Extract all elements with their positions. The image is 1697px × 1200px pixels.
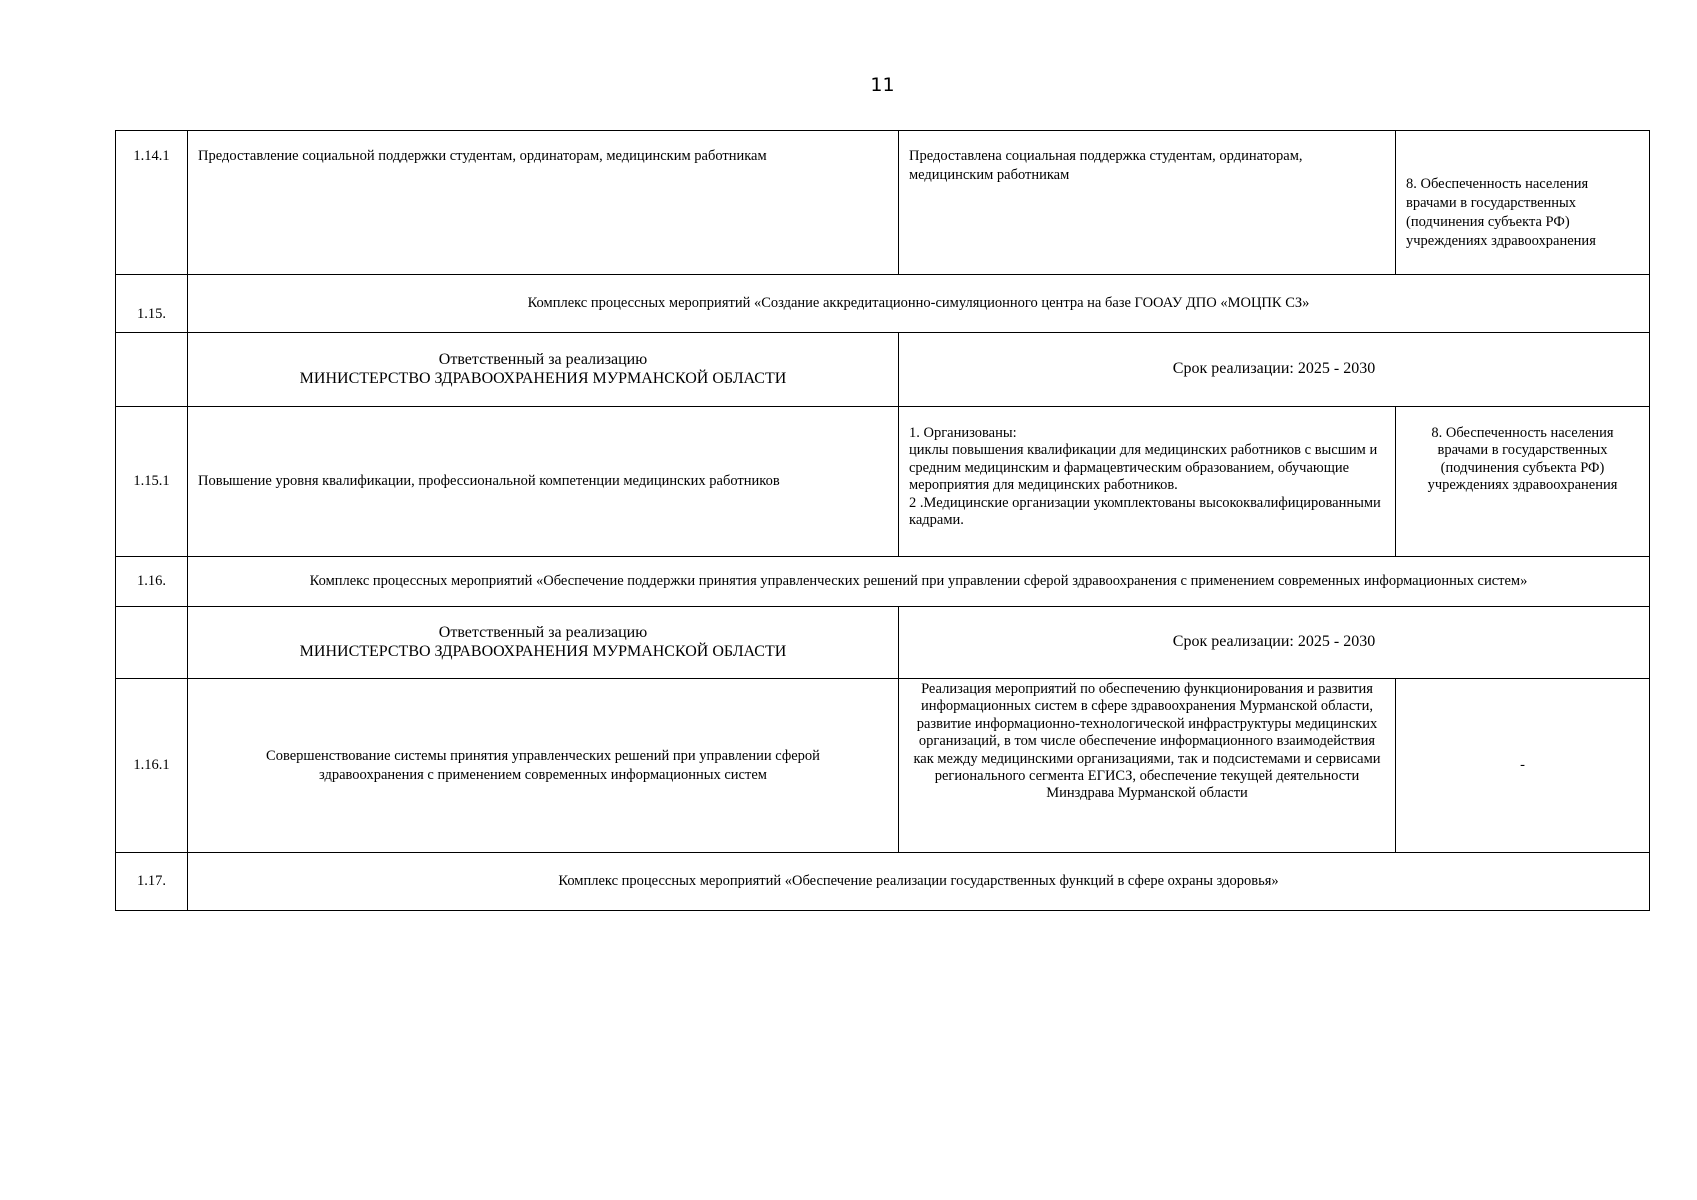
responsible-org: МИНИСТЕРСТВО ЗДРАВООХРАНЕНИЯ МУРМАНСКОЙ ОБЛАСТИ bbox=[299, 642, 787, 660]
result-cell: Реализация мероприятий по обеспечению функционирования и развития информационных систем в сфере здравоохранения Мурманской области, развитие информационно-технологической инфраструктуры медицинских организаций, в том числе обеспечение информационного взаимодействия как между медицинскими организациями, так и подсистемами и сервисами регионального сегмента ЕГИСЗ, обеспечение текущей деятельности Минздрава Мурманской области bbox=[899, 679, 1396, 853]
section-title: Комплекс процессных мероприятий «Создание аккредитационно-симуляционного центра на базе ГООАУ ДПО «МОЦПК СЗ» bbox=[188, 275, 1650, 333]
page-number: 11 bbox=[870, 74, 895, 96]
task-cell: Совершенствование системы принятия управленческих решений при управлении сферой здравоохранения с применением современных информационных систем bbox=[188, 679, 899, 853]
row-number-empty bbox=[116, 607, 188, 679]
indicator-cell: 8. Обеспеченность населения врачами в государственных (подчинения субъекта РФ) учреждениях здравоохранения bbox=[1396, 131, 1650, 275]
term-cell: Срок реализации: 2025 - 2030 bbox=[899, 333, 1650, 407]
table-row-1-15 bbox=[116, 275, 1650, 333]
responsible-org: МИНИСТЕРСТВО ЗДРАВООХРАНЕНИЯ МУРМАНСКОЙ ОБЛАСТИ bbox=[299, 369, 787, 387]
row-number: 1.15. bbox=[116, 275, 188, 333]
result-cell: 1. Организованы: циклы повышения квалификации для медицинских работников с высшим и средним медицинским и фармацевтическим образованием, обучающие мероприятия для медицинских работников. 2 .Медицинские организации укомплектованы высококвалифицированными кадрами. bbox=[899, 407, 1396, 557]
table-row-1-16-1 bbox=[116, 679, 1650, 853]
row-number: 1.15.1 bbox=[116, 407, 188, 557]
task-cell: Предоставление социальной поддержки студентам, ординаторам, медицинским работникам bbox=[188, 131, 899, 275]
responsible-cell bbox=[188, 607, 899, 679]
term-cell: Срок реализации: 2025 - 2030 bbox=[899, 607, 1650, 679]
table-row-1-16 bbox=[116, 557, 1650, 607]
section-title: Комплекс процессных мероприятий «Обеспечение реализации государственных функций в сфере охраны здоровья» bbox=[188, 853, 1650, 911]
table-row-1-14-1 bbox=[116, 131, 1650, 275]
row-number: 1.16. bbox=[116, 557, 188, 607]
table-row-1-15-responsible bbox=[116, 333, 1650, 407]
activities-table bbox=[115, 130, 1650, 911]
table-row-1-15-1 bbox=[116, 407, 1650, 557]
result-cell: Предоставлена социальная поддержка студентам, ординаторам, медицинским работникам bbox=[899, 131, 1396, 275]
task-cell: Повышение уровня квалификации, профессиональной компетенции медицинских работников bbox=[188, 407, 899, 557]
table-row-1-16-responsible bbox=[116, 607, 1650, 679]
row-number-empty bbox=[116, 333, 188, 407]
indicator-cell: - bbox=[1396, 679, 1650, 853]
row-number: 1.17. bbox=[116, 853, 188, 911]
responsible-label: Ответственный за реализацию bbox=[438, 351, 648, 369]
responsible-label: Ответственный за реализацию bbox=[438, 624, 648, 642]
section-title: Комплекс процессных мероприятий «Обеспечение поддержки принятия управленческих решений при управлении сферой здравоохранения с применением современных информационных систем» bbox=[188, 557, 1650, 607]
row-number: 1.14.1 bbox=[116, 131, 188, 275]
indicator-cell: 8. Обеспеченность населения врачами в государственных (подчинения субъекта РФ) учреждениях здравоохранения bbox=[1396, 407, 1650, 557]
responsible-cell bbox=[188, 333, 899, 407]
row-number: 1.16.1 bbox=[116, 679, 188, 853]
table-row-1-17 bbox=[116, 853, 1650, 911]
